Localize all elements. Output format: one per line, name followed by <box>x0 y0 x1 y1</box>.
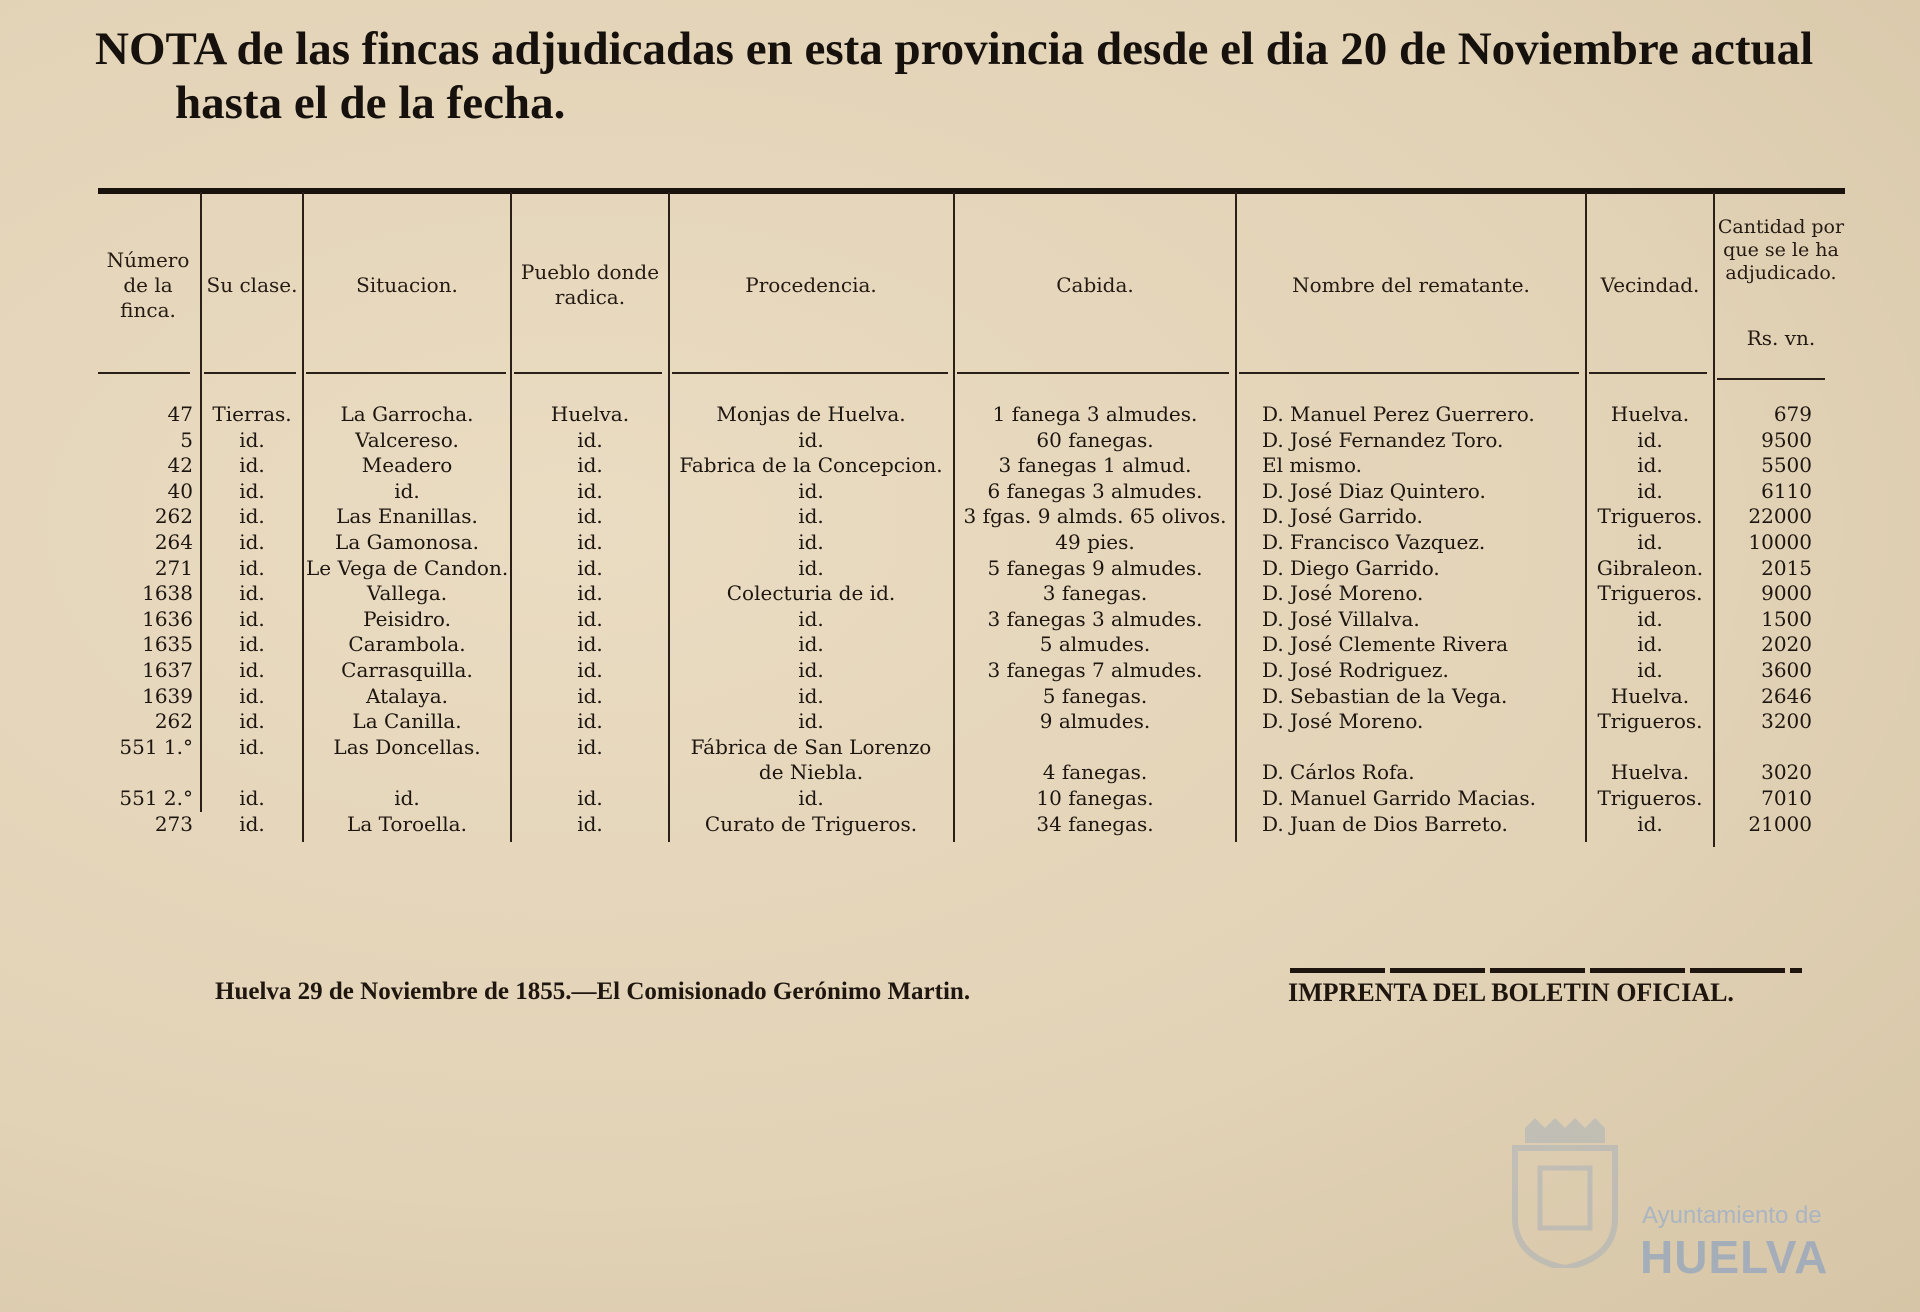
cell-procedencia: Fabrica de la Concepcion. <box>679 453 943 478</box>
cell-procedencia: id. <box>798 709 824 734</box>
header-rematante: Nombre del rematante. <box>1292 272 1530 297</box>
cell-cantidad: 3020 <box>1761 760 1812 785</box>
cell-pueblo: Huelva. <box>550 402 630 426</box>
cell-procedencia: id. <box>798 478 824 503</box>
cell-numero: 1638 <box>142 581 193 606</box>
cell-procedencia: id. <box>798 427 824 452</box>
cell-cabida: 3 fanegas 7 almudes. <box>987 658 1203 682</box>
cell-vecindad: id. <box>1637 427 1663 452</box>
cell-cabida: 34 fanegas. <box>1036 811 1154 836</box>
cell-rematante: D. Diego Garrido. <box>1262 555 1440 580</box>
cell-clase: id. <box>239 811 265 836</box>
header-rule <box>1589 372 1707 374</box>
cell-pueblo: id. <box>577 786 603 810</box>
cell-cabida: 60 fanegas. <box>1036 427 1154 452</box>
cell-cantidad: 5500 <box>1761 453 1812 478</box>
cell-situacion: Las Doncellas. <box>333 734 481 759</box>
cell-situacion: Meadero <box>361 453 453 478</box>
table-row <box>0 530 1920 555</box>
cell-rematante: D. Sebastian de la Vega. <box>1262 683 1508 708</box>
cell-numero: 40 <box>167 478 193 503</box>
table-row <box>0 504 1920 529</box>
cell-vecindad: id. <box>1637 811 1663 836</box>
cell-procedencia: id. <box>798 606 824 631</box>
cell-procedencia: id. <box>798 530 824 554</box>
table-top-rule <box>98 188 1845 194</box>
cell-pueblo: id. <box>577 658 603 682</box>
cell-clase: id. <box>239 683 265 708</box>
cell-procedencia: de Niebla. <box>758 760 864 785</box>
cell-vecindad: Trigueros. <box>1597 786 1703 810</box>
cell-clase: id. <box>239 555 265 580</box>
cell-clase: id. <box>239 427 265 452</box>
cell-rematante: D. José Villalva. <box>1262 606 1420 631</box>
cell-pueblo: id. <box>577 811 603 836</box>
cell-cabida: 3 fanegas 1 almud. <box>998 453 1192 478</box>
cell-cantidad: 9500 <box>1761 427 1812 452</box>
cell-cantidad: 2646 <box>1761 683 1812 708</box>
cell-rematante: El mismo. <box>1262 453 1362 478</box>
cell-cabida: 10 fanegas. <box>1036 786 1154 810</box>
cell-clase: id. <box>239 453 265 478</box>
table-row <box>0 658 1920 683</box>
cell-procedencia: Monjas de Huelva. <box>716 402 906 426</box>
cell-numero: 1639 <box>142 683 193 708</box>
table-row <box>0 556 1920 581</box>
header-situacion: Situacion. <box>356 272 458 297</box>
header-pueblo: Pueblo donde radica. <box>520 260 660 309</box>
cell-rematante: D. José Moreno. <box>1262 581 1424 606</box>
cell-procedencia: Colecturia de id. <box>726 581 896 606</box>
cell-cabida: 6 fanegas 3 almudes. <box>987 478 1203 503</box>
cell-cantidad: 679 <box>1773 402 1812 426</box>
cell-pueblo: id. <box>577 530 603 554</box>
cell-vecindad: Huelva. <box>1610 683 1690 708</box>
cell-cabida: 3 fgas. 9 almds. 65 olivos. <box>963 504 1227 529</box>
cell-procedencia: id. <box>798 786 824 810</box>
table-row <box>0 760 1920 785</box>
header-numero: Número de la finca. <box>106 247 190 322</box>
table-row <box>0 607 1920 632</box>
date-signature: Huelva 29 de Noviembre de 1855.—El Comisionado Gerónimo Martin. <box>215 978 971 1005</box>
cell-situacion: Vallega. <box>366 581 448 606</box>
cell-cantidad: 21000 <box>1748 811 1812 836</box>
cell-clase: id. <box>239 606 265 631</box>
cell-vecindad: id. <box>1637 478 1663 503</box>
cell-pueblo: id. <box>577 683 603 708</box>
cell-vecindad: id. <box>1637 530 1663 554</box>
table-row <box>0 581 1920 606</box>
cell-cantidad: 3200 <box>1761 709 1812 734</box>
cell-numero: 264 <box>154 530 193 554</box>
header-cantidad: Cantidad por que se le ha adjudicado. <box>1717 215 1845 284</box>
cell-pueblo: id. <box>577 427 603 452</box>
printer-imprint: IMPRENTA DEL BOLETIN OFICIAL. <box>1288 978 1734 1007</box>
header-rule <box>1717 378 1825 380</box>
cell-procedencia: id. <box>798 683 824 708</box>
cell-numero: 1636 <box>142 606 193 631</box>
cell-pueblo: id. <box>577 581 603 606</box>
cell-pueblo: id. <box>577 709 603 734</box>
header-rule <box>672 372 948 374</box>
cell-rematante: D. Francisco Vazquez. <box>1262 530 1486 554</box>
header-procedencia: Procedencia. <box>745 272 877 297</box>
cell-numero: 42 <box>167 453 193 478</box>
cell-numero: 1637 <box>142 658 193 682</box>
table-row <box>0 786 1920 811</box>
cell-vecindad: id. <box>1637 606 1663 631</box>
table-row <box>0 812 1920 837</box>
cell-pueblo: id. <box>577 555 603 580</box>
header-clase: Su clase. <box>206 272 298 297</box>
cell-clase: id. <box>239 632 265 657</box>
cell-cantidad: 9000 <box>1761 581 1812 606</box>
cell-vecindad: Trigueros. <box>1597 504 1703 529</box>
table-row <box>0 735 1920 760</box>
table-row <box>0 684 1920 709</box>
cell-situacion: La Canilla. <box>352 709 462 734</box>
cell-rematante: D. José Moreno. <box>1262 709 1424 734</box>
cell-pueblo: id. <box>577 478 603 503</box>
cell-pueblo: id. <box>577 632 603 657</box>
cell-clase: id. <box>239 786 265 810</box>
cell-clase: id. <box>239 581 265 606</box>
cell-procedencia: Curato de Trigueros. <box>704 811 918 836</box>
cell-vecindad: Huelva. <box>1610 402 1690 426</box>
cell-vecindad: Huelva. <box>1610 760 1690 785</box>
table-row <box>0 453 1920 478</box>
header-unidad: Rs. vn. <box>1746 325 1816 350</box>
header-rule <box>98 372 190 374</box>
cell-numero: 47 <box>167 402 193 426</box>
cell-clase: id. <box>239 478 265 503</box>
cell-procedencia: id. <box>798 632 824 657</box>
cell-vecindad: id. <box>1637 632 1663 657</box>
cell-pueblo: id. <box>577 504 603 529</box>
table-row <box>0 402 1920 427</box>
cell-cabida: 5 fanegas. <box>1042 683 1148 708</box>
cell-cabida: 5 almudes. <box>1039 632 1151 657</box>
cell-situacion: Las Enanillas. <box>336 504 478 529</box>
cell-rematante: D. José Garrido. <box>1262 504 1423 529</box>
cell-situacion: Valcereso. <box>355 427 459 452</box>
cell-cabida: 49 pies. <box>1055 530 1135 554</box>
cell-vecindad: Trigueros. <box>1597 709 1703 734</box>
cell-procedencia: Fábrica de San Lorenzo <box>690 734 932 759</box>
cell-situacion: La Gamonosa. <box>335 530 479 554</box>
cell-clase: id. <box>239 709 265 734</box>
header-rule <box>957 372 1229 374</box>
cell-vecindad: Gibraleon. <box>1596 555 1704 580</box>
cell-cabida: 4 fanegas. <box>1042 760 1148 785</box>
header-rule <box>204 372 296 374</box>
cell-cabida: 3 fanegas. <box>1042 581 1148 606</box>
crest-icon <box>1505 1118 1625 1268</box>
cell-cantidad: 2020 <box>1761 632 1812 657</box>
table-row <box>0 632 1920 657</box>
cell-situacion: Le Vega de Candon. <box>306 555 509 580</box>
cell-vecindad: id. <box>1637 453 1663 478</box>
cell-numero: 5 <box>180 427 193 452</box>
cell-numero: 271 <box>154 555 193 580</box>
cell-numero: 262 <box>154 709 193 734</box>
header-cabida: Cabida. <box>1056 272 1134 297</box>
watermark-line-2: HUELVA <box>1640 1231 1829 1283</box>
cell-cantidad: 6110 <box>1761 478 1812 503</box>
table-row <box>0 479 1920 504</box>
cell-situacion: Peisidro. <box>363 606 451 631</box>
cell-numero: 262 <box>154 504 193 529</box>
cell-rematante: D. Cárlos Rofa. <box>1262 760 1415 785</box>
cell-rematante: D. Manuel Garrido Macias. <box>1262 786 1536 810</box>
cell-numero: 551 2.° <box>119 786 193 810</box>
cell-situacion: Carrasquilla. <box>341 658 473 682</box>
cell-situacion: id. <box>394 786 420 810</box>
cell-clase: id. <box>239 658 265 682</box>
cell-cantidad: 3600 <box>1761 658 1812 682</box>
cell-situacion: La Toroella. <box>347 811 467 836</box>
cell-cabida: 5 fanegas 9 almudes. <box>987 555 1203 580</box>
title-line-2: hasta el de la fecha. <box>175 77 566 129</box>
cell-numero: 551 1.° <box>119 734 193 759</box>
cell-pueblo: id. <box>577 453 603 478</box>
cell-situacion: Atalaya. <box>366 683 448 708</box>
cell-clase: id. <box>239 504 265 529</box>
cell-rematante: D. José Diaz Quintero. <box>1262 478 1486 503</box>
cell-procedencia: id. <box>798 555 824 580</box>
cell-rematante: D. José Clemente Rivera <box>1262 632 1509 657</box>
cell-rematante: D. José Fernandez Toro. <box>1262 427 1504 452</box>
header-vecindad: Vecindad. <box>1600 272 1700 297</box>
cell-cantidad: 22000 <box>1748 504 1812 529</box>
cell-cantidad: 10000 <box>1748 530 1812 554</box>
cell-vecindad: id. <box>1637 658 1663 682</box>
cell-pueblo: id. <box>577 734 603 759</box>
cell-cantidad: 7010 <box>1761 786 1812 810</box>
cell-cabida: 9 almudes. <box>1039 709 1151 734</box>
cell-clase: Tierras. <box>212 402 292 426</box>
cell-clase: id. <box>239 734 265 759</box>
cell-numero: 1635 <box>142 632 193 657</box>
cell-numero: 273 <box>154 811 193 836</box>
cell-procedencia: id. <box>798 658 824 682</box>
cell-vecindad: Trigueros. <box>1597 581 1703 606</box>
cell-cantidad: 1500 <box>1761 606 1812 631</box>
document-title <box>95 22 1855 130</box>
table-row <box>0 428 1920 453</box>
cell-procedencia: id. <box>798 504 824 529</box>
cell-cabida: 3 fanegas 3 almudes. <box>987 606 1203 631</box>
header-rule <box>514 372 662 374</box>
cell-pueblo: id. <box>577 606 603 631</box>
cell-clase: id. <box>239 530 265 554</box>
header-rule <box>1239 372 1579 374</box>
cell-cantidad: 2015 <box>1761 555 1812 580</box>
cell-situacion: La Garrocha. <box>340 402 474 426</box>
watermark-line-1: Ayuntamiento de <box>1642 1202 1822 1229</box>
cell-situacion: id. <box>394 478 420 503</box>
cell-cabida: 1 fanega 3 almudes. <box>992 402 1198 426</box>
table-row <box>0 709 1920 734</box>
cell-rematante: D. Manuel Perez Guerrero. <box>1262 402 1535 426</box>
cell-rematante: D. Juan de Dios Barreto. <box>1262 811 1508 836</box>
cell-rematante: D. José Rodriguez. <box>1262 658 1449 682</box>
header-rule <box>306 372 506 374</box>
title-line-1: NOTA de las fincas adjudicadas en esta provincia desde el dia 20 de Noviembre actual <box>95 23 1814 75</box>
press-rule <box>1290 968 1802 973</box>
cell-situacion: Carambola. <box>348 632 466 657</box>
